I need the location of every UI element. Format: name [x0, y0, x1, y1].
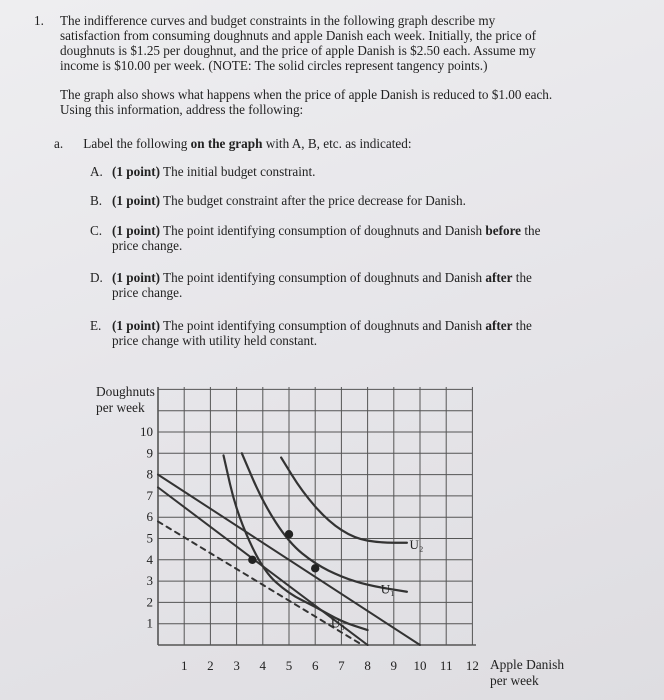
- part-a-text-tail: with A, B, etc. as indicated:: [265, 136, 412, 151]
- change-line: The graph also shows what happens when the price of apple Danish is reduced to $1.00 each.: [60, 87, 553, 102]
- item-tail: the: [512, 270, 532, 285]
- tangency-point: [248, 556, 256, 564]
- x-tick-label: 10: [413, 658, 427, 673]
- item-emphasis: before: [485, 223, 522, 238]
- y-tick-label: 9: [146, 445, 153, 461]
- change-line: Using this information, address the following:: [60, 102, 304, 117]
- item-text: The budget constraint after the price decrease for Danish.: [160, 193, 466, 208]
- item-emphasis: after: [485, 318, 513, 333]
- y-tick-label: 1: [146, 615, 153, 631]
- x-tick-label: 2: [207, 658, 214, 673]
- part-a-emphasis: on the graph: [190, 136, 263, 151]
- curve-label: U₂: [409, 536, 424, 552]
- graph-points: [248, 530, 319, 572]
- y-tick-label: 2: [146, 594, 153, 610]
- x-tick-label: 12: [465, 658, 479, 673]
- item-text: The initial budget constraint.: [160, 164, 316, 179]
- y-tick-label: 8: [146, 466, 153, 482]
- graph-ticks: [140, 424, 479, 673]
- intro-line: doughnuts is $1.25 per doughnut, and the price of apple Danish is $2.50 each. Assume my: [60, 43, 536, 58]
- y-axis-label-line2: per week: [96, 400, 145, 415]
- y-tick-label: 5: [146, 530, 153, 546]
- y-tick-label: 7: [146, 487, 153, 503]
- curve-label: U₀: [330, 615, 345, 631]
- item-points: (1 point): [112, 164, 160, 179]
- part-a-letter: a.: [54, 136, 64, 151]
- tangency-point: [311, 564, 319, 572]
- y-tick-label: 10: [140, 424, 153, 439]
- part-a-text: Label the following: [83, 136, 191, 151]
- question-number: 1.: [34, 13, 44, 28]
- x-axis-label-line2: per week: [490, 673, 539, 688]
- item-text-line2: price change.: [112, 238, 183, 253]
- item-text: The point identifying consumption of doughnuts and Danish: [160, 270, 486, 285]
- item-text: The point identifying consumption of doughnuts and Danish: [160, 223, 486, 238]
- tangency-point: [285, 530, 293, 538]
- x-tick-label: 11: [439, 658, 453, 673]
- x-tick-label: 6: [311, 658, 319, 673]
- item-letter: B.: [90, 193, 103, 208]
- item-text-line2: price change with utility held constant.: [112, 333, 318, 348]
- y-axis-label-line1: Doughnuts: [96, 384, 155, 399]
- intro-line: satisfaction from consuming doughnuts and apple Danish each week. Initially, the price of: [60, 28, 536, 43]
- item-text: The point identifying consumption of doughnuts and Danish: [160, 318, 486, 333]
- indifference-curve-u2: [281, 458, 407, 543]
- y-tick-label: 6: [146, 509, 153, 525]
- x-tick-label: 4: [259, 658, 267, 673]
- x-tick-label: 7: [338, 658, 345, 673]
- item-letter: D.: [90, 270, 103, 285]
- item-emphasis: after: [485, 270, 513, 285]
- x-tick-label: 3: [233, 658, 240, 673]
- curve-label: U₁: [380, 581, 395, 597]
- intro-line: income is $10.00 per week. (NOTE: The solid circles represent tangency points.): [60, 58, 488, 73]
- item-points: (1 point): [112, 270, 160, 285]
- item-letter: A.: [90, 164, 103, 179]
- item-letter: E.: [90, 318, 102, 333]
- x-tick-label: 1: [180, 658, 188, 673]
- intro-line: The indifference curves and budget constraints in the following graph describe my: [60, 13, 496, 28]
- x-axis-label-line1: Apple Danish: [490, 657, 565, 672]
- x-tick-label: 8: [364, 658, 371, 673]
- x-tick-label: 5: [285, 658, 293, 673]
- item-points: (1 point): [112, 223, 160, 238]
- y-tick-label: 4: [146, 551, 153, 567]
- item-text-line2: price change.: [112, 285, 183, 300]
- item-points: (1 point): [112, 318, 160, 333]
- y-tick-label: 3: [146, 573, 153, 589]
- item-letter: C.: [90, 223, 103, 238]
- x-tick-label: 9: [390, 658, 398, 673]
- item-tail: the: [521, 223, 541, 238]
- item-tail: the: [512, 318, 532, 333]
- item-points: (1 point): [112, 193, 160, 208]
